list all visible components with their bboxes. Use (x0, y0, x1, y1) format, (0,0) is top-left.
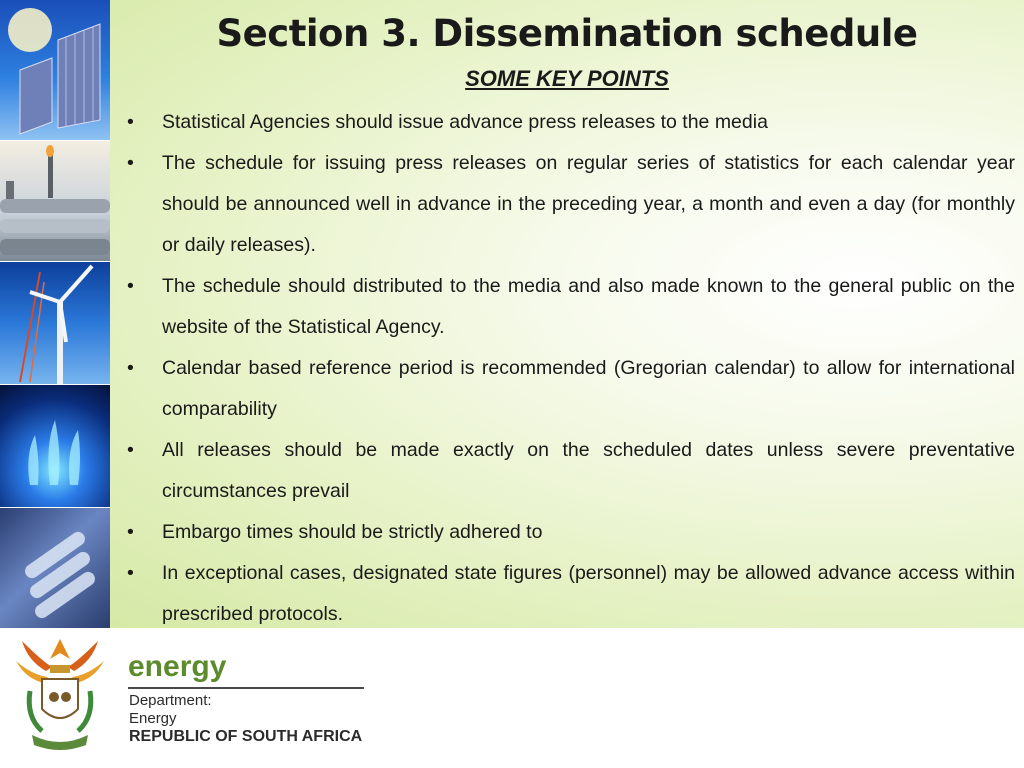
wind-turbine-image (0, 262, 110, 384)
bullet-text: Embargo times should be strictly adhered to (162, 521, 543, 543)
gas-pipeline-image (0, 141, 110, 261)
department-name (129, 692, 362, 746)
bullet-text: The schedule should distributed to the media and also made known to the general public on the website of the Statistical Agency. (162, 275, 1015, 338)
bullet-item (127, 143, 1015, 266)
bullet-marker: • (127, 521, 134, 543)
bullet-item (127, 430, 1015, 512)
bullet-marker: • (127, 111, 134, 133)
bullet-text: The schedule for issuing press releases on regular series of statistics for each calendar year should be announced well in advance in the preceding year, a month and even a day (for monthly or daily releases). (162, 152, 1015, 256)
bullet-marker: • (127, 152, 134, 174)
bullet-marker: • (127, 562, 134, 584)
bullet-text: In exceptional cases, designated state figures (personnel) may be allowed advance access within prescribed protocols. (162, 562, 1015, 625)
bullet-text: Calendar based reference period is recommended (Gregorian calendar) to allow for international comparability (162, 357, 1015, 420)
slide-title: Section 3. Dissemination schedule (216, 12, 918, 55)
bullet-item (127, 512, 1015, 553)
bullet-item (127, 102, 1015, 143)
fluorescent-bulb-image (0, 508, 110, 628)
footer-divider (128, 687, 364, 689)
bullet-list (127, 102, 1015, 635)
left-image-strip (0, 0, 110, 628)
bullet-marker: • (127, 275, 134, 297)
blue-flame-image (0, 385, 110, 507)
department-line-1: Department: (129, 692, 212, 709)
solar-panels-image (0, 0, 110, 140)
bullet-text: All releases should be made exactly on the scheduled dates unless severe preventative circumstances prevail (162, 439, 1015, 502)
country-name: REPUBLIC OF SOUTH AFRICA (129, 728, 363, 745)
bullet-text: Statistical Agencies should issue advance press releases to the media (162, 111, 768, 133)
bullet-item (127, 266, 1015, 348)
bullet-marker: • (127, 439, 134, 461)
energy-wordmark: energy (128, 650, 227, 683)
coat-of-arms-logo (12, 631, 108, 755)
slide-subtitle: SOME KEY POINTS (465, 66, 669, 91)
bullet-marker: • (127, 357, 134, 379)
bullet-item (127, 348, 1015, 430)
bullet-item (127, 553, 1015, 635)
department-line-2: Energy (129, 710, 177, 727)
